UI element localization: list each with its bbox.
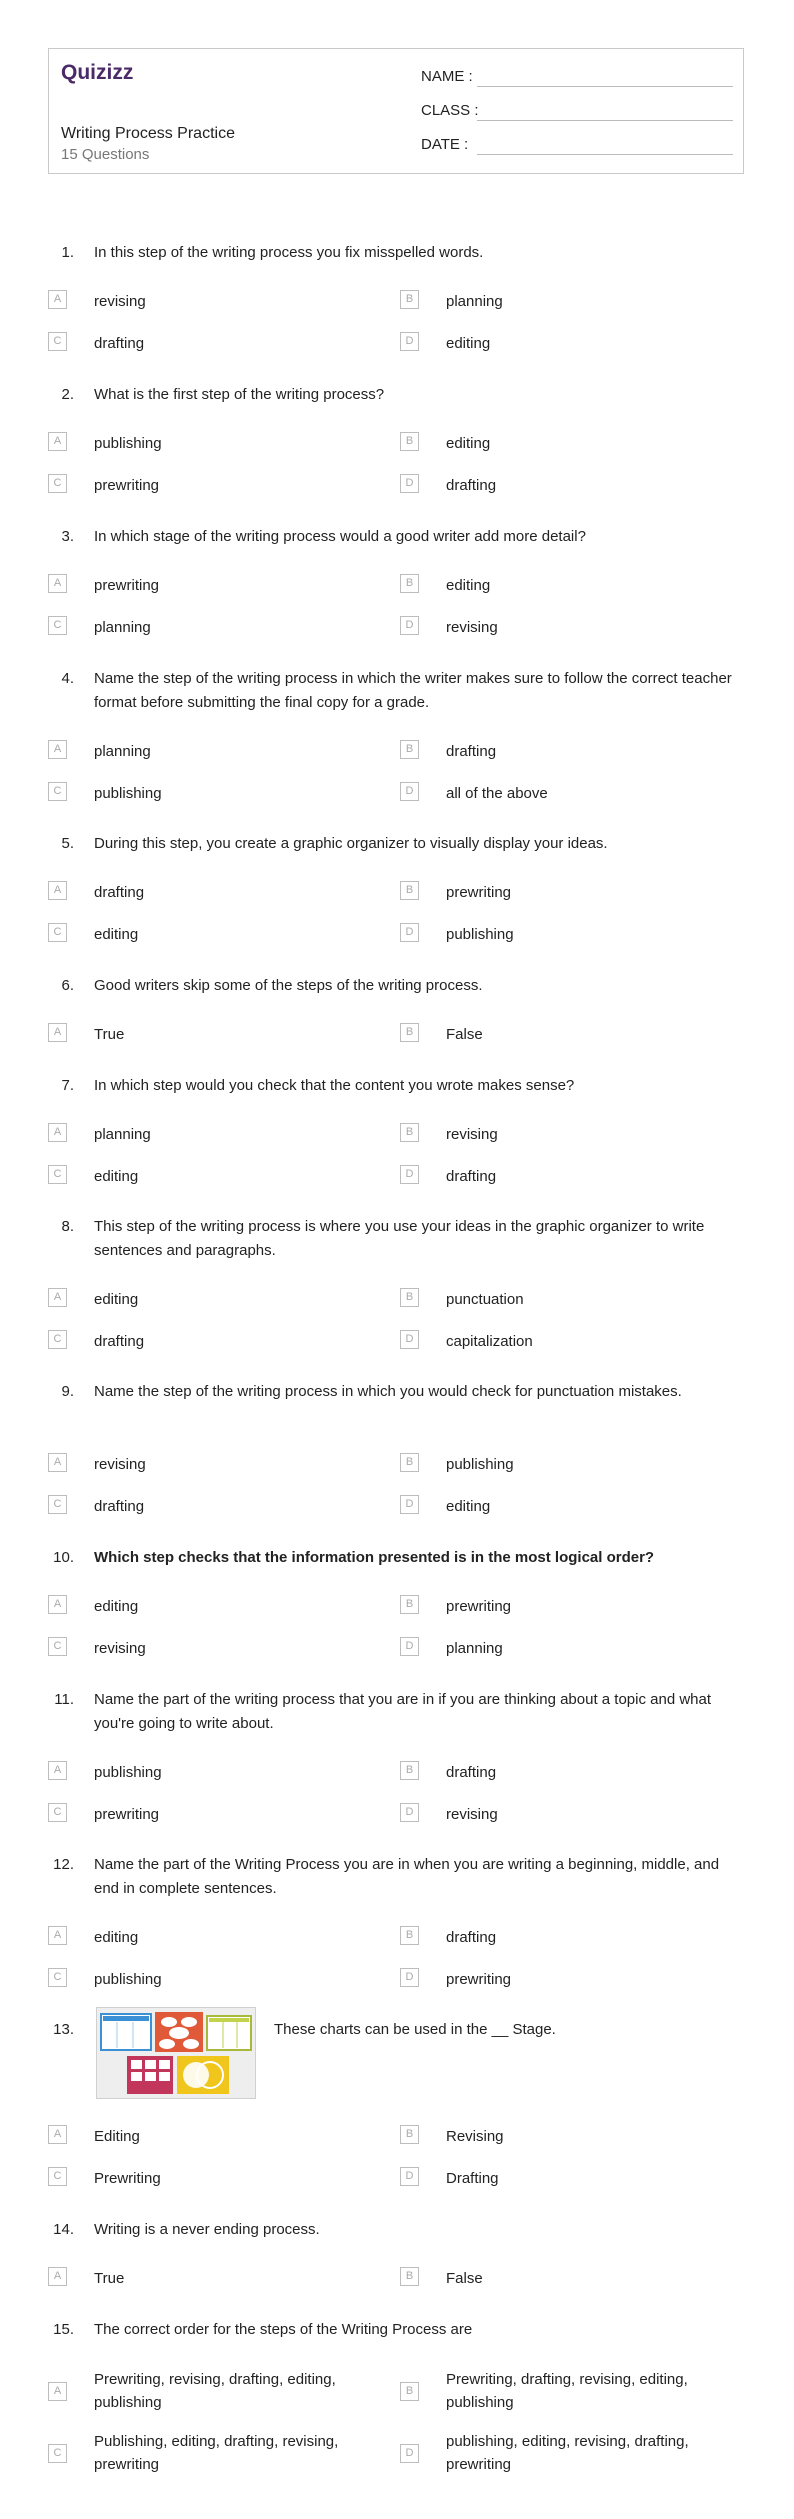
option-letter-box: D — [400, 1495, 419, 1514]
quizizz-logo — [61, 59, 161, 85]
option-text: prewriting — [446, 884, 512, 901]
question-number: 7. — [61, 1077, 74, 1094]
option-letter-box: C — [48, 1330, 67, 1349]
option-text: planning — [94, 1126, 151, 1143]
option-text: prewriting — [94, 1806, 160, 1823]
option-letter-box: D — [400, 1803, 419, 1822]
question-text: What is the first step of the writing process? — [94, 386, 385, 403]
question-text: In which stage of the writing process would a good writer add more detail? — [94, 528, 586, 545]
option-text: capitalization — [446, 1333, 533, 1350]
question-number: 11. — [54, 1691, 74, 1708]
option-text: revising — [446, 1126, 498, 1143]
option-letter-box: B — [400, 1926, 419, 1945]
option-text: drafting — [446, 1764, 497, 1781]
worksheet-title: Writing Process Practice — [61, 125, 235, 142]
name-line — [477, 86, 733, 87]
option-text: drafting — [94, 1498, 145, 1515]
option-text: editing — [94, 1929, 139, 1946]
option-letter-box: C — [48, 2167, 67, 2186]
option-text: editing — [94, 926, 139, 943]
option-text: publishing — [94, 785, 162, 802]
option-text: True — [94, 2270, 125, 2287]
option-text: revising — [94, 293, 146, 310]
question-text: Writing is a never ending process. — [94, 2221, 320, 2238]
option-text: False — [446, 1026, 483, 1043]
question-text: This step of the writing process is where you use your ideas in the graphic organizer to write sentences and paragraphs. — [94, 1218, 705, 1259]
option-letter-box: C — [48, 2444, 67, 2463]
question-text: The correct order for the steps of the Writing Process are — [94, 2321, 473, 2338]
option-text: editing — [446, 1498, 491, 1515]
option-letter-box: D — [400, 1330, 419, 1349]
option-text: Revising — [446, 2128, 504, 2145]
option-letter-box: B — [400, 574, 419, 593]
option-letter-box: B — [400, 1288, 419, 1307]
option-text: drafting — [446, 477, 497, 494]
question-number: 8. — [61, 1218, 74, 1235]
question-text: In which step would you check that the content you wrote makes sense? — [94, 1077, 575, 1094]
date-field[interactable] — [421, 133, 733, 155]
option-letter-box: B — [400, 2382, 419, 2401]
question-text: Good writers skip some of the steps of the writing process. — [94, 977, 483, 994]
option-letter-box: A — [48, 2382, 67, 2401]
option-letter-box: B — [400, 1761, 419, 1780]
option-letter-box: A — [48, 574, 67, 593]
question-text: In this step of the writing process you fix misspelled words. — [94, 244, 484, 261]
option-text: False — [446, 2270, 483, 2287]
question-text: During this step, you create a graphic organizer to visually display your ideas. — [94, 835, 608, 852]
option-letter-box: C — [48, 1968, 67, 1987]
option-letter-box: D — [400, 782, 419, 801]
option-text: revising — [94, 1456, 146, 1473]
option-text: editing — [94, 1168, 139, 1185]
option-letter-box: A — [48, 1926, 67, 1945]
name-field[interactable] — [421, 65, 733, 87]
question-number: 4. — [61, 670, 74, 687]
question-text: Which step checks that the information presented is in the most logical order? — [94, 1549, 655, 1566]
question-number: 5. — [61, 835, 74, 852]
option-letter-box: A — [48, 290, 67, 309]
option-text: editing — [446, 335, 491, 352]
option-text: prewriting — [446, 1598, 512, 1615]
option-letter-box: B — [400, 1123, 419, 1142]
option-letter-box: B — [400, 1453, 419, 1472]
worksheet-header — [48, 48, 744, 174]
option-letter-box: C — [48, 332, 67, 351]
option-text: revising — [446, 1806, 498, 1823]
option-text: drafting — [446, 743, 497, 760]
option-letter-box: B — [400, 2267, 419, 2286]
option-text: drafting — [446, 1929, 497, 1946]
option-letter-box: C — [48, 923, 67, 942]
option-text: Editing — [94, 2128, 140, 2145]
option-text: Prewriting, revising, drafting, editing, publishing — [94, 2371, 336, 2411]
option-letter-box: A — [48, 740, 67, 759]
question-number: 2. — [61, 386, 74, 403]
option-text: Drafting — [446, 2170, 499, 2187]
class-field[interactable] — [421, 99, 733, 121]
option-letter-box: B — [400, 740, 419, 759]
option-letter-box: B — [400, 1595, 419, 1614]
graphic-organizers-picture — [97, 2008, 255, 2098]
option-text: editing — [446, 577, 491, 594]
option-letter-box: B — [400, 432, 419, 451]
option-text: Prewriting, drafting, revising, editing, publishing — [446, 2371, 688, 2411]
option-text: publishing — [94, 435, 162, 452]
date-line — [477, 154, 733, 155]
option-letter-box: B — [400, 2125, 419, 2144]
option-text: publishing — [94, 1971, 162, 1988]
option-letter-box: A — [48, 1288, 67, 1307]
question-number: 14. — [53, 2221, 74, 2238]
question-number: 15. — [53, 2321, 74, 2338]
option-letter-box: C — [48, 782, 67, 801]
option-letter-box: D — [400, 2167, 419, 2186]
option-text: publishing — [446, 926, 514, 943]
graphic-organizer-image — [96, 2007, 256, 2099]
option-letter-box: C — [48, 474, 67, 493]
question-number: 10. — [53, 1549, 74, 1566]
option-text: editing — [446, 435, 491, 452]
option-text: planning — [446, 293, 503, 310]
option-letter-box: D — [400, 474, 419, 493]
option-text: planning — [94, 743, 151, 760]
option-text: publishing — [94, 1764, 162, 1781]
option-letter-box: A — [48, 1453, 67, 1472]
question-number: 13. — [53, 2021, 74, 2038]
option-text: drafting — [94, 884, 145, 901]
name-label: NAME : — [421, 68, 473, 85]
class-line — [477, 120, 733, 121]
option-letter-box: C — [48, 616, 67, 635]
option-text: Publishing, editing, drafting, revising, prewriting — [94, 2433, 339, 2473]
option-letter-box: C — [48, 1637, 67, 1656]
option-text: drafting — [94, 1333, 145, 1350]
question-text: These charts can be used in the __ Stage. — [274, 2021, 556, 2038]
option-text: planning — [94, 619, 151, 636]
option-letter-box: B — [400, 881, 419, 900]
option-text: True — [94, 1026, 125, 1043]
option-letter-box: D — [400, 2444, 419, 2463]
question-count: 15 Questions — [61, 146, 150, 163]
option-letter-box: B — [400, 1023, 419, 1042]
option-letter-box: C — [48, 1803, 67, 1822]
option-letter-box: D — [400, 332, 419, 351]
option-text: prewriting — [94, 477, 160, 494]
option-letter-box: A — [48, 881, 67, 900]
option-letter-box: B — [400, 290, 419, 309]
option-text: revising — [446, 619, 498, 636]
option-letter-box: A — [48, 2125, 67, 2144]
date-label: DATE : — [421, 136, 469, 153]
question-number: 6. — [61, 977, 74, 994]
option-text: drafting — [446, 1168, 497, 1185]
option-text: punctuation — [446, 1291, 524, 1308]
question-number: 9. — [61, 1383, 74, 1400]
option-letter-box: A — [48, 1595, 67, 1614]
option-text: revising — [94, 1640, 146, 1657]
option-text: editing — [94, 1598, 139, 1615]
question-text: Name the part of the Writing Process you are in when you are writing a beginning, middle, and end in complete sentences. — [94, 1856, 720, 1897]
option-letter-box: D — [400, 616, 419, 635]
question-number: 12. — [53, 1856, 74, 1873]
option-text: drafting — [94, 335, 145, 352]
option-text: prewriting — [94, 577, 160, 594]
option-text: Prewriting — [94, 2170, 161, 2187]
option-text: editing — [94, 1291, 139, 1308]
option-text: all of the above — [446, 785, 548, 802]
class-label: CLASS : — [421, 102, 479, 119]
option-letter-box: A — [48, 2267, 67, 2286]
option-text: publishing, editing, revising, drafting, prewriting — [446, 2433, 689, 2473]
option-letter-box: A — [48, 1023, 67, 1042]
question-text: Name the part of the writing process that you are in if you are thinking about a topic and what you're going to write about. — [94, 1691, 712, 1732]
question-text: Name the step of the writing process in which the writer makes sure to follow the correct teacher format before submitting the final copy for a grade. — [94, 670, 732, 711]
option-letter-box: C — [48, 1495, 67, 1514]
question-number: 1. — [61, 244, 74, 261]
option-letter-box: A — [48, 1761, 67, 1780]
option-letter-box: D — [400, 923, 419, 942]
option-letter-box: D — [400, 1968, 419, 1987]
option-letter-box: A — [48, 1123, 67, 1142]
question-text: Name the step of the writing process in which you would check for punctuation mistakes. — [94, 1383, 682, 1400]
option-letter-box: D — [400, 1637, 419, 1656]
svg-text:Quizizz: Quizizz — [61, 61, 134, 84]
question-number: 3. — [61, 528, 74, 545]
option-text: publishing — [446, 1456, 514, 1473]
option-letter-box: C — [48, 1165, 67, 1184]
option-text: planning — [446, 1640, 503, 1657]
option-letter-box: A — [48, 432, 67, 451]
option-text: prewriting — [446, 1971, 512, 1988]
option-letter-box: D — [400, 1165, 419, 1184]
